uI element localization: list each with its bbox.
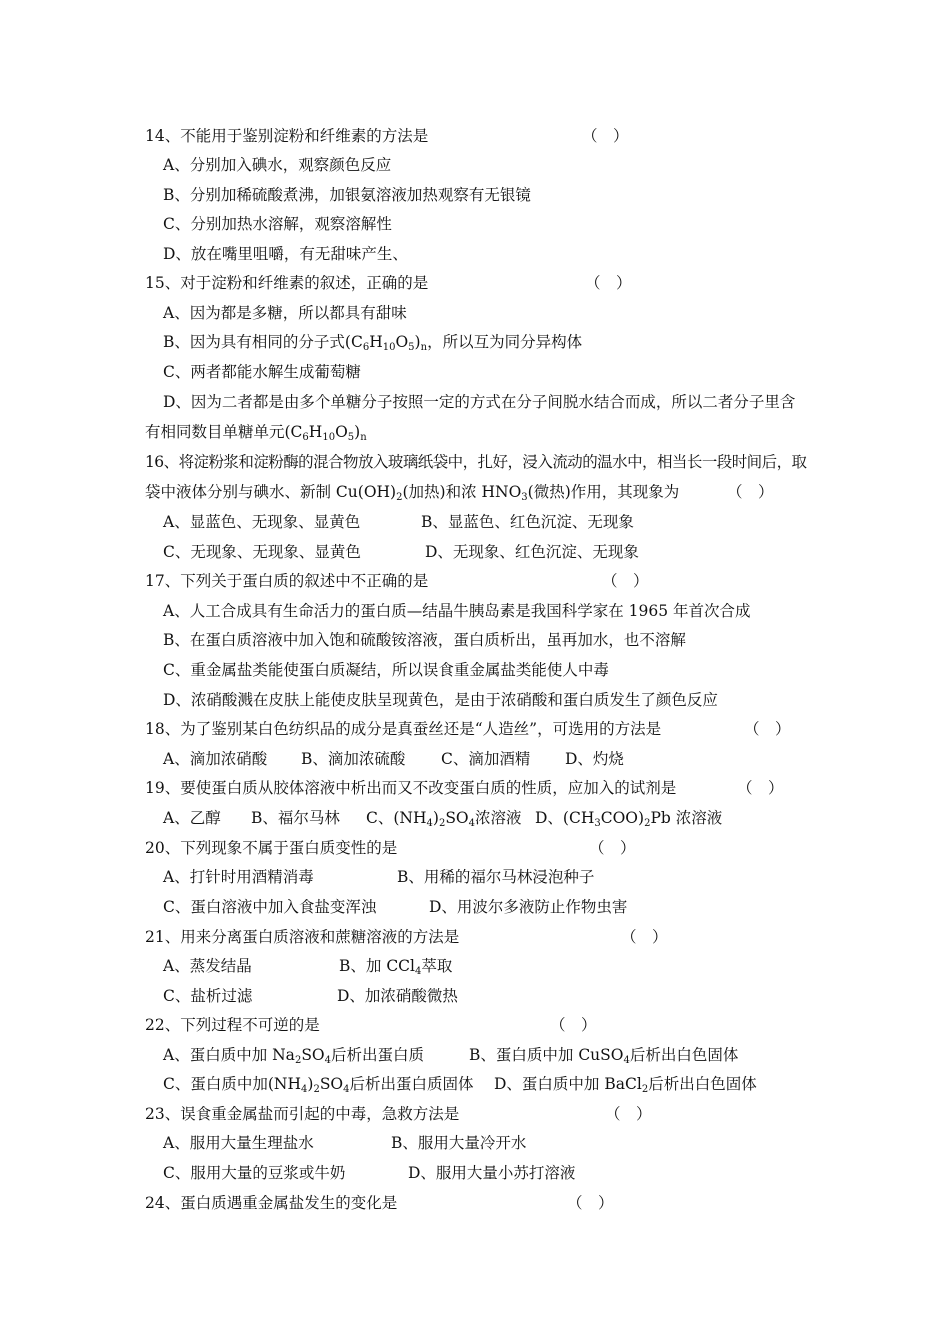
question-22-stem: 22、下列过程不可逆的是 — [145, 1016, 320, 1034]
question-16-line-1: 16、将淀粉浆和淀粉酶的混合物放入玻璃纸袋中，扎好，浸入流动的温水中，相当长一段时间后，取 — [145, 453, 807, 471]
option-15d-continued: 有相同数目单糖单元$(C_6H_{10}O_5)_n$ — [145, 423, 367, 443]
options-16-row-2 — [163, 542, 855, 562]
option-22d: D、蛋白质中加 BaCl$_2$后析出白色固体 — [494, 1075, 757, 1095]
option-22b: B、蛋白质中加 CuSO$_4$后析出白色固体 — [469, 1046, 739, 1066]
option-19b: B、福尔马林 — [251, 809, 340, 827]
question-19 — [145, 778, 855, 798]
answer-bracket-19: （ ） — [737, 779, 784, 797]
option-18b: B、滴加浓硫酸 — [301, 750, 406, 768]
question-21-stem: 21、用来分离蛋白质溶液和蔗糖溶液的方法是 — [145, 928, 460, 946]
answer-bracket-20: （ ） — [589, 839, 636, 857]
answer-bracket-16: （ ） — [727, 483, 774, 501]
option-17d: D、浓硝酸溅在皮肤上能使皮肤呈现黄色，是由于浓硝酸和蛋白质发生了颜色反应 — [163, 691, 718, 709]
question-14 — [145, 126, 855, 146]
option-16a: A、显蓝色、无现象、显黄色 — [163, 513, 361, 531]
options-22-row-1 — [163, 1045, 855, 1065]
answer-bracket-17: （ ） — [602, 572, 649, 590]
options-22-row-2 — [163, 1074, 855, 1094]
option-16c: C、无现象、无现象、显黄色 — [163, 543, 361, 561]
question-15 — [145, 273, 855, 293]
option-15c: C、两者都能水解生成葡萄糖 — [163, 363, 361, 381]
question-23-stem: 23、误食重金属盐而引起的中毒，急救方法是 — [145, 1105, 460, 1123]
option-19a: A、乙醇 — [163, 809, 221, 827]
options-23-row-2 — [163, 1163, 855, 1183]
option-15b: B、因为具有相同的分子式$(C_6H_{10}O_5)_n$，所以互为同分异构体 — [163, 333, 583, 353]
option-23c: C、服用大量的豆浆或牛奶 — [163, 1164, 346, 1182]
question-23 — [145, 1104, 855, 1124]
answer-bracket-15: （ ） — [585, 274, 632, 292]
option-20b: B、用稀的福尔马林浸泡种子 — [397, 868, 595, 886]
option-23d: D、服用大量小苏打溶液 — [408, 1164, 576, 1182]
question-19-stem: 19、要使蛋白质从胶体溶液中析出而又不改变蛋白质的性质，应加入的试剂是 — [145, 779, 677, 797]
question-22 — [145, 1015, 855, 1035]
question-24-stem: 24、蛋白质遇重金属盐发生的变化是 — [145, 1194, 398, 1212]
option-21d: D、加浓硝酸微热 — [337, 987, 458, 1005]
question-21 — [145, 927, 855, 947]
answer-bracket-21: （ ） — [621, 928, 668, 946]
answer-bracket-14: （ ） — [582, 127, 629, 145]
option-23b: B、服用大量冷开水 — [391, 1134, 527, 1152]
answer-bracket-22: （ ） — [550, 1016, 597, 1034]
option-22a: A、蛋白质中加 $Na_2SO_4$后析出蛋白质 — [163, 1046, 425, 1066]
option-14a: A、分别加入碘水，观察颜色反应 — [163, 156, 392, 174]
option-21c: C、盐析过滤 — [163, 987, 253, 1005]
option-15a: A、因为都是多糖，所以都具有甜味 — [163, 304, 407, 322]
option-14d: D、放在嘴里咀嚼，有无甜味产生、 — [163, 245, 408, 263]
options-16-row-1 — [163, 512, 855, 532]
answer-bracket-23: （ ） — [605, 1105, 652, 1123]
option-17a: A、人工合成具有生命活力的蛋白质—结晶牛胰岛素是我国科学家在 1965 年首次合成 — [163, 602, 751, 620]
question-20 — [145, 838, 855, 858]
option-18c: C、滴加酒精 — [441, 750, 531, 768]
question-24 — [145, 1193, 855, 1213]
option-14b: B、分别加稀硫酸煮沸，加银氨溶液加热观察有无银镜 — [163, 186, 531, 204]
options-20-row-1 — [163, 867, 855, 887]
answer-bracket-24: （ ） — [567, 1194, 614, 1212]
option-20c: C、蛋白溶液中加入食盐变浑浊 — [163, 898, 377, 916]
option-21a: A、蒸发结晶 — [163, 957, 252, 975]
options-23-row-1 — [163, 1133, 855, 1153]
question-14-stem: 14、不能用于鉴别淀粉和纤维素的方法是 — [145, 127, 429, 145]
question-18-stem: 18、为了鉴别某白色纺织品的成分是真蚕丝还是“人造丝”，可选用的方法是 — [145, 720, 662, 738]
option-14c: C、分别加热水溶解，观察溶解性 — [163, 215, 392, 233]
option-17b: B、在蛋白质溶液中加入饱和硫酸铵溶液，蛋白质析出，虽再加水，也不溶解 — [163, 631, 686, 649]
answer-bracket-18: （ ） — [744, 720, 791, 738]
option-18a: A、滴加浓硝酸 — [163, 750, 268, 768]
option-16d: D、无现象、红色沉淀、无现象 — [425, 543, 639, 561]
option-19d: D、$(CH_3COO)_2Pb$ 浓溶液 — [535, 809, 723, 829]
options-21-row-2 — [163, 986, 855, 1006]
option-16b: B、显蓝色、红色沉淀、无现象 — [421, 513, 634, 531]
option-17c: C、重金属盐类能使蛋白质凝结，所以误食重金属盐类能使人中毒 — [163, 661, 609, 679]
option-18d: D、灼烧 — [565, 750, 624, 768]
option-22c: C、蛋白质中加$(NH_4)_2SO_4$后析出蛋白质固体 — [163, 1075, 474, 1095]
option-23a: A、服用大量生理盐水 — [163, 1134, 314, 1152]
question-18 — [145, 719, 855, 739]
options-20-row-2 — [163, 897, 855, 917]
option-20a: A、打针时用酒精消毒 — [163, 868, 314, 886]
options-21-row-1 — [163, 956, 855, 976]
option-15d: D、因为二者都是由多个单糖分子按照一定的方式在分子间脱水结合而成，所以二者分子里含 — [163, 393, 796, 411]
question-20-stem: 20、下列现象不属于蛋白质变性的是 — [145, 839, 398, 857]
option-21b: B、加 CCl$_4$萃取 — [339, 957, 453, 977]
question-17-stem: 17、下列关于蛋白质的叙述中不正确的是 — [145, 572, 429, 590]
option-20d: D、用波尔多液防止作物虫害 — [429, 898, 628, 916]
question-16-line-2: 袋中液体分别与碘水、新制 $Cu(OH)_2$(加热)和浓 $HNO_3$(微热)作用，其现象为 （ ） — [145, 483, 774, 503]
option-19c: C、$(NH_4)_2SO_4$浓溶液 — [366, 809, 522, 829]
question-17 — [145, 571, 855, 591]
question-15-stem: 15、对于淀粉和纤维素的叙述，正确的是 — [145, 274, 429, 292]
